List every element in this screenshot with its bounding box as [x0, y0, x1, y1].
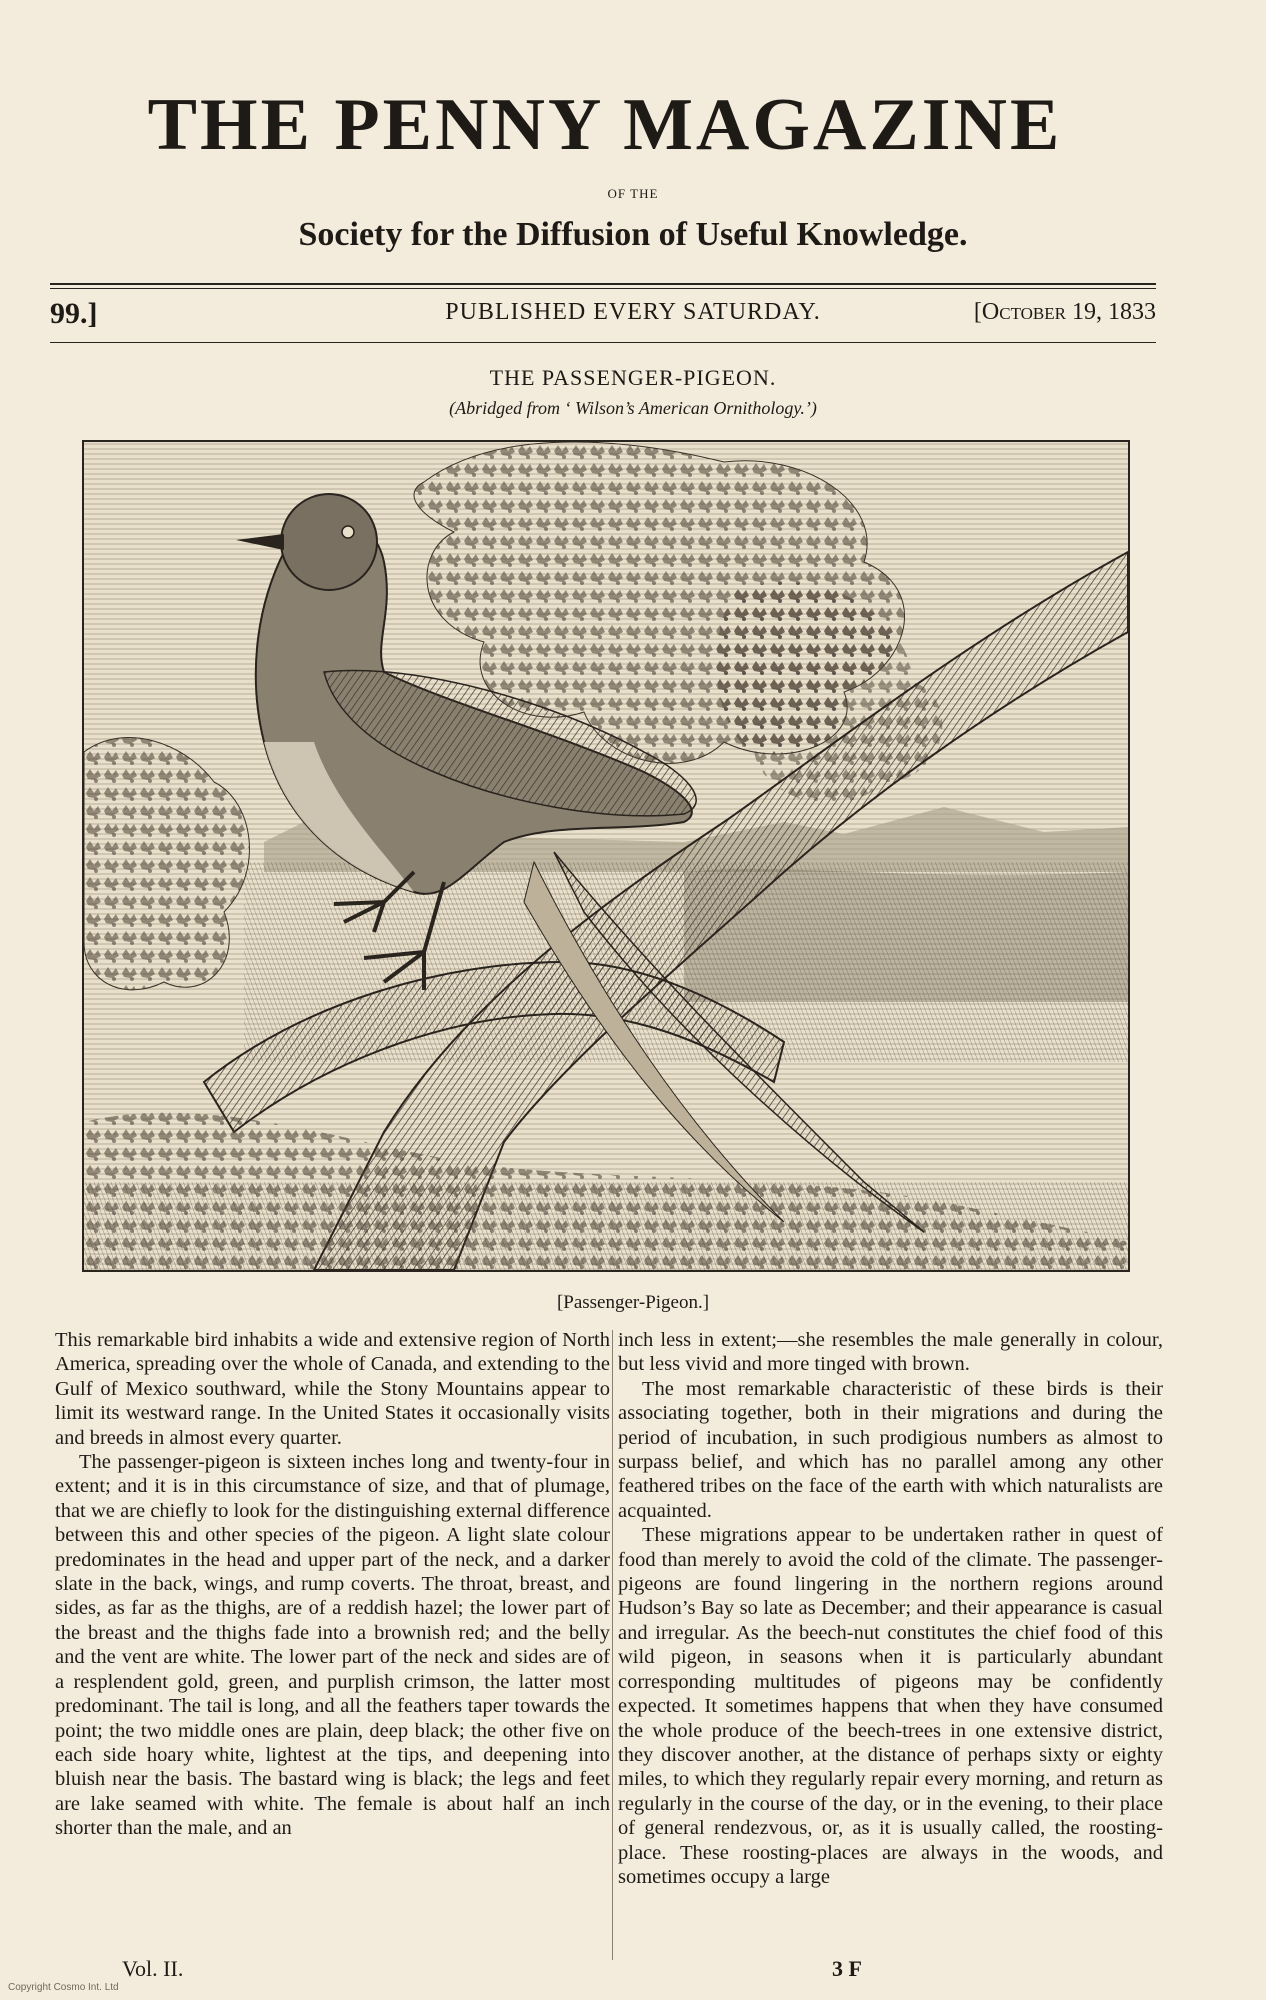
article-column-left — [55, 1328, 610, 1841]
masthead-title: THE PENNY MAGAZINE — [147, 84, 1063, 166]
masthead-society: Society for the Diffusion of Useful Knowledge. — [298, 216, 968, 253]
masthead-of-the: OF THE — [607, 186, 659, 201]
article-title: THE PASSENGER-PIGEON. — [489, 365, 777, 390]
signature-mark: 3 F — [832, 1956, 862, 1981]
paragraph: inch less in extent;—she resembles the male generally in colour, but less vivid and more tinged with brown. — [618, 1329, 1163, 1376]
volume-number: Vol. II. — [122, 1956, 184, 1981]
masthead-rule-thick — [50, 283, 1156, 285]
passenger-pigeon-engraving — [82, 440, 1130, 1272]
paragraph: These migrations appear to be undertaken rather in quest of food than merely to avoid the cold of the climate. The passenger-pigeons are found lingering in the northern regions around Hudson’s Bay so late as December; and their appearance is casual and irregular. As the beech-nut constitutes the chief food of this wild pigeon, in seasons when it is particularly abundant corresponding multitudes of pigeons may be confidently expected. It sometimes happens that when they have consumed the whole produce of the beech-trees in one extensive district, they discover another, at the distance of perhaps sixty or eighty miles, to which they regularly repair every morning, and return as regularly in the course of the day, or in the evening, to their place of general rendezvous, or, as it is usually called, the roosting-place. These roosting-places are always in the woods, and sometimes occupy a large — [618, 1524, 1163, 1888]
issue-date: [October 19, 1833 — [973, 299, 1156, 325]
copyright-notice: Copyright Cosmo Int. Ltd — [8, 1982, 119, 1993]
published-line: PUBLISHED EVERY SATURDAY. — [445, 299, 821, 325]
engraving-illustration — [84, 442, 1128, 1270]
masthead-rule-thin — [50, 288, 1156, 289]
engraving-caption: [Passenger-Pigeon.] — [556, 1292, 710, 1313]
issue-number: 99.] — [50, 297, 98, 330]
paragraph: The passenger-pigeon is sixteen inches long and twenty-four in extent; and it is in this circumstance of size, and that of plumage, that we are chiefly to look for the distinguishing external difference between this and other species of the pigeon. A light slate colour predominates in the head and upper part of the neck, and a darker slate in the back, wings, and rump coverts. The throat, breast, and sides, as far as the thighs, are of a reddish hazel; the lower part of the breast and the thighs fade into a brownish red; and the belly and the vent are white. The lower part of the neck and sides are of a resplendent gold, green, and purplish crimson, the latter most predominant. The tail is long, and all the feathers taper towards the point; the two middle ones are plain, deep black; the other five on each side hoary white, lightest at the tips, and deepening into bluish near the basis. The bastard wing is black; the legs and feet are lake seamed with white. The female is about half an inch shorter than the male, and an — [55, 1451, 610, 1840]
article-subtitle: (Abridged from ‘ Wilson’s American Ornithology.’) — [449, 398, 817, 418]
paragraph: The most remarkable characteristic of these birds is their associating together, both in their migrations and during the period of incubation, in such prodigious numbers as almost to surpass belief, and which has no parallel among any other feathered tribes on the face of the earth with which naturalists are acquainted. — [618, 1377, 1163, 1522]
dateline-rule — [50, 342, 1156, 343]
paragraph: This remarkable bird inhabits a wide and extensive region of North America, spreading over the whole of Canada, and extending to the Gulf of Mexico southward, while the Stony Mountains appear to limit its westward range. In the United States it occasionally visits and breeds in almost every quarter. — [55, 1329, 610, 1449]
column-divider — [612, 1330, 613, 1960]
article-column-right — [618, 1328, 1163, 1889]
